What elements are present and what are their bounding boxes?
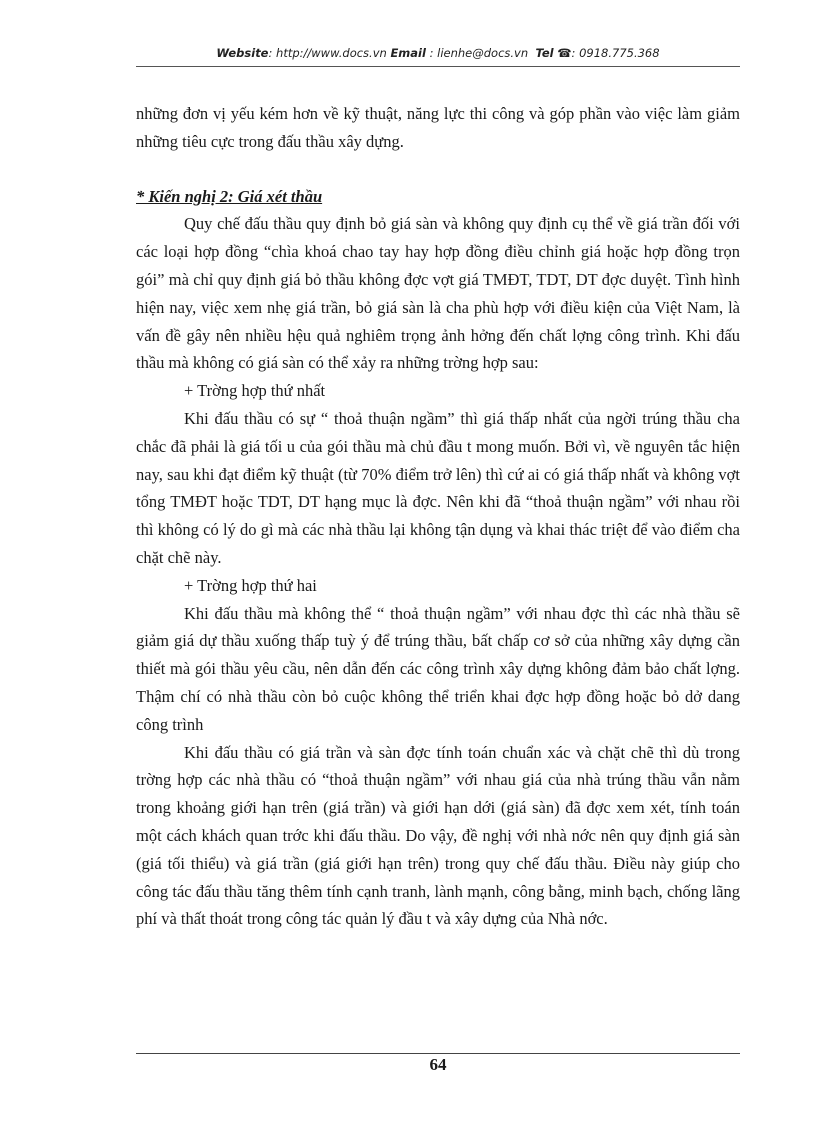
header-divider xyxy=(136,66,740,67)
intro-paragraph: những đơn vị yếu kém hơn về kỹ thuật, năng lực thi công và góp phần vào việc làm giảm những tiêu cực trong đấu thầu xây dựng. xyxy=(136,104,740,151)
email-value: : lienhe@docs.vn xyxy=(425,46,529,60)
page-number: 64 xyxy=(429,1055,447,1074)
footer-divider xyxy=(136,1053,740,1054)
case-2-title: + Trờng hợp thứ hai xyxy=(184,575,317,595)
website-value: : http://www.docs.vn xyxy=(268,46,387,60)
section-heading: * Kiến nghị 2: Giá xét thầu xyxy=(136,186,323,206)
email-label: Email xyxy=(390,46,426,60)
page-header xyxy=(136,46,740,60)
tel-value: : 0918.775.368 xyxy=(571,46,660,60)
paragraph-2: Khi đấu thầu có sự “ thoả thuận ngầm” thì giá thấp nhất của ngời trúng thầu cha chắc đã phải là giá tối u của gói thầu mà chủ đầu t mong muốn. Bởi vì, về nguyên tắc hiện nay, sau khi đạt điểm kỹ thuật (từ 70% điểm trở lên) thì cứ ai có giá thấp nhất và không vợt tổng TMĐT hoặc TDT, DT hạng mục là đợc. Nên khi đã “thoả thuận ngầm” với nhau rồi thì không có lý do gì mà các nhà thầu lại không tận dụng và khai thác triệt để vào điểm cha chặt chẽ này. xyxy=(136,408,740,567)
document-body xyxy=(136,100,740,933)
website-label: Website xyxy=(216,46,269,60)
paragraph-1: Quy chế đấu thầu quy định bỏ giá sàn và không quy định cụ thể về giá trần đối với các loại hợp đồng “chìa khoá chao tay hay hợp đồng điều chỉnh giá hoặc hợp đồng trọn gói” mà chỉ quy định giá bỏ thầu không đợc vợt giá TMĐT, TDT, DT đợc duyệt. Tình hình hiện nay, việc xem nhẹ giá trần, bỏ giá sàn là cha phù hợp với điều kiện của Việt Nam, là vấn đề gây nên nhiều hệu quả nghiêm trọng ảnh hởng đến chất lợng công trình. Khi đấu thầu mà không có giá sàn có thể xảy ra những trờng hợp sau: xyxy=(136,214,740,373)
paragraph-4: Khi đấu thầu có giá trần và sàn đợc tính toán chuẩn xác và chặt chẽ thì dù trong trờng hợp các nhà thầu có “thoả thuận ngầm” với nhau giá của nhà trúng thầu vẫn nằm trong khoảng giới hạn trên (giá trần) và giới hạn dới (giá sàn) đã đợc xem xét, tính toán một cách khách quan trớc khi đấu thầu. Do vậy, đề nghị với nhà nớc nên quy định giá sàn (giá tối thiểu) và giá trần (giá giới hạn trên) trong quy chế đấu thầu. Điều này giúp cho công tác đấu thầu tăng thêm tính cạnh tranh, lành mạnh, công bằng, minh bạch, chống lãng phí và thất thoát trong công tác quản lý đầu t và xây dựng của Nhà nớc. xyxy=(136,742,740,929)
paragraph-3: Khi đấu thầu mà không thể “ thoả thuận ngầm” với nhau đợc thì các nhà thầu sẽ giảm giá dự thầu xuống thấp tuỳ ý để trúng thầu, bất chấp cơ sở của những xây dựng cần thiết mà gói thầu yêu cầu, nên dẫn đến các công trình xây dựng không đảm bảo chất lợng. Thậm chí có nhà thầu còn bỏ cuộc không thể triển khai đợc hợp đồng hoặc bỏ dở dang công trình xyxy=(136,603,740,734)
case-1-title: + Trờng hợp thứ nhất xyxy=(184,381,326,401)
tel-label: Tel xyxy=(535,46,554,60)
section-spacer xyxy=(136,156,740,183)
phone-icon: ☎ xyxy=(557,46,572,60)
